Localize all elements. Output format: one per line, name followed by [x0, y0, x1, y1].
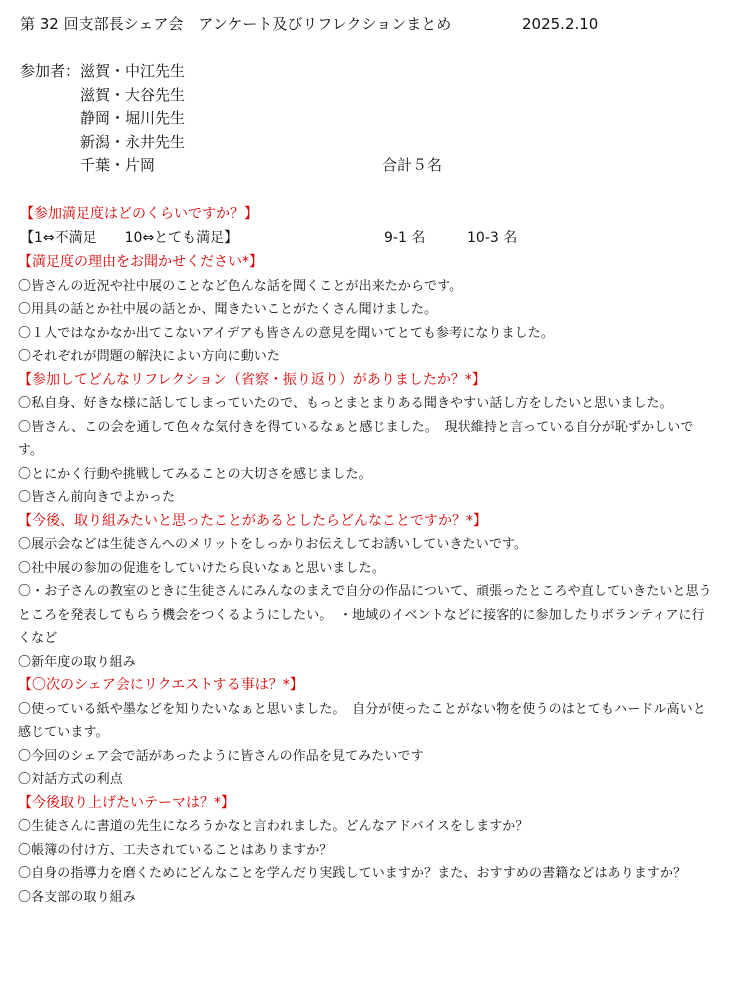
participant-row [20, 131, 720, 155]
answer-item: 〇帳簿の付け方、工夫されていることはありますか？ [18, 842, 333, 858]
answer-item: 〇対話方式の利点 [18, 772, 123, 787]
answer-item: 〇それぞれが問題の解決によい方向に動いた [18, 349, 281, 364]
participants-label: 参加者： [20, 62, 81, 80]
section-heading: 【満足度の理由をお聞かせください*】 [18, 254, 263, 270]
answer-item: 〇皆さんの近況や社中展のことなど色んな話を聞くことが出来たからです。 [18, 278, 463, 294]
answer-item: 〇新年度の取り組み [18, 654, 136, 670]
answer-item: 〇とにかく行動や挑戦してみることの大切さを感じました。 [18, 466, 372, 482]
participant-total: 合計５名 [382, 156, 443, 174]
answer-item: 〇自身の指導力を磨くためにどんなことを学んだり実践していますか？また、おすすめの書籍などはありますか？ [18, 866, 687, 881]
participant-name: 千葉・片岡 [80, 156, 156, 174]
participants-block [20, 60, 720, 178]
survey-sections [18, 251, 714, 909]
section-heading: 【参加してどんなリフレクション（省察・振り返り）がありましたか？*】 [18, 371, 486, 388]
answer-item: 〇今回のシェア会で話があったように皆さんの作品を見てみたいです [18, 748, 424, 764]
section-heading: 【今後、取り組みたいと思ったことがあるとしたらどんなことですか？*】 [18, 512, 487, 529]
answer-item: 〇私自身、好きな様に話してしまっていたので、もっとまとまりある聞きやすい話し方をしたいと思いました。 [18, 396, 673, 411]
satisfaction-result: 9-1 名 [384, 230, 426, 246]
section-heading: 【〇次のシェア会にリクエストする事は？*】 [18, 677, 304, 693]
satisfaction-scale: 【1⇔不満足 10⇔とても満足】 [20, 230, 239, 246]
participant-row [20, 107, 720, 131]
answer-item: 〇展示会などは生徒さんへのメリットをしっかりお伝えしてお誘いしていきたいです。 [18, 537, 528, 552]
satisfaction-question: 【参加満足度はどのくらいですか？】 [20, 206, 258, 222]
answer-item: 〇皆さん、この会を通して色々な気付きを得ているなぁと感じました。 現状維持と言っている自分が恥ずかしいです。 [18, 419, 694, 458]
document-date: 2025.2.10 [522, 15, 599, 33]
header [20, 12, 720, 36]
participant-name: 滋賀・中江先生 [80, 62, 186, 80]
answer-item: 〇皆さん前向きでよかった [18, 490, 176, 505]
answer-item: 〇各支部の取り組み [18, 889, 136, 905]
answer-item: 〇用具の話とか社中展の話とか、聞きたいことがたくさん聞けました。 [18, 302, 438, 317]
page-title: 第 32 回支部長シェア会 アンケート及びリフレクションまとめ [20, 15, 452, 33]
section-future-actions [18, 510, 714, 675]
section-satisfaction-reasons [18, 251, 714, 369]
participant-row [20, 60, 720, 84]
participant-row [20, 84, 720, 108]
answer-item: 〇社中展の参加の促進をしていけたら良いなぁと思いました。 [18, 560, 385, 576]
answer-item: 〇使っている紙や墨などを知りたいなぁと思いました。 自分が使ったことがない物を使うのはとてもハードル高いと感じています。 [18, 701, 706, 740]
answer-item: 〇１人ではなかなか出てこないアイデアも皆さんの意見を聞いてとても参考になりました。 [18, 325, 554, 341]
section-reflection [18, 369, 714, 510]
participant-row [20, 154, 720, 178]
participant-name: 新潟・永井先生 [80, 132, 186, 151]
section-future-themes [18, 792, 714, 910]
participant-name: 滋賀・大谷先生 [80, 85, 186, 104]
answer-item: 〇生徒さんに書道の先生になろうかなと言われました。どんなアドバイスをしますか？ [18, 819, 529, 834]
section-heading: 【今後取り上げたいテーマは？*】 [18, 794, 235, 811]
satisfaction-result: 10-3 名 [467, 230, 518, 246]
section-requests [18, 674, 714, 792]
participant-name: 静岡・堀川先生 [80, 109, 186, 127]
satisfaction-scale-row [20, 227, 720, 249]
answer-item: 〇・お子さんの教室のときに生徒さんにみんなのまえで自分の作品について、頑張ったところや直していきたいと思うところを発表してもらう機会をつくるようにしたい。 ・地域のイベントなどに接客的に参加したりボランティアに行くなど [18, 584, 712, 646]
